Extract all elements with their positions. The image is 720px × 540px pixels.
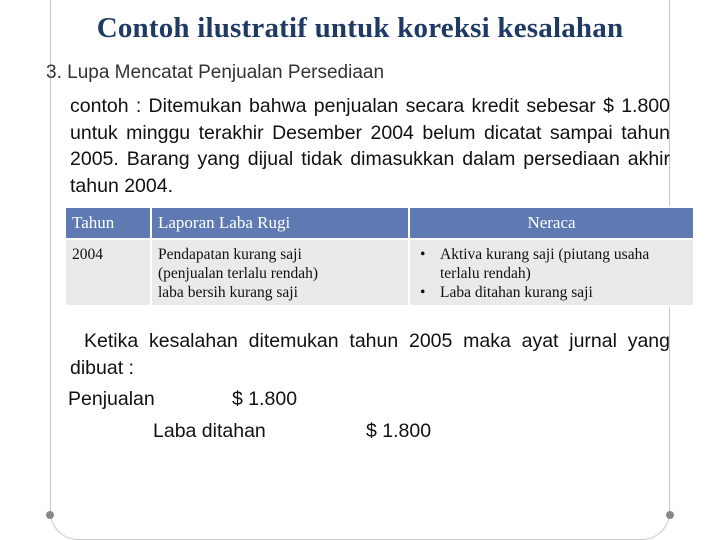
cell-year: 2004 — [65, 239, 151, 306]
balance-list — [416, 245, 687, 302]
cell-balance-sheet — [409, 239, 694, 306]
journal-debit-account: Penjualan — [68, 388, 155, 410]
header-balance-sheet: Neraca — [409, 207, 694, 239]
journal-credit-account: Laba ditahan — [153, 420, 266, 442]
example-paragraph: contoh : Ditemukan bahwa penjualan secara kredit sebesar $ 1.800 untuk minggu terakhir Desember 2004 belum dicatat sampai tahun 2005. Barang yang dijual tidak dimasukkan dalam persediaan akhir tahun 2004. — [70, 95, 670, 197]
income-line: laba bersih kurang saji — [158, 284, 298, 301]
balance-item: • Laba ditahan kurang saji — [416, 283, 687, 302]
journal-debit-amount: $ 1.800 — [232, 388, 298, 410]
frame-dot-left — [46, 511, 54, 519]
cell-income-statement — [151, 239, 409, 306]
correction-paragraph: Ketika kesalahan ditemukan tahun 2005 maka ayat jurnal yang dibuat : — [70, 330, 670, 379]
income-line: (penjualan terlalu rendah) — [158, 265, 319, 282]
section-heading: 3. Lupa Mencatat Penjualan Persediaan — [46, 62, 385, 83]
table-row — [65, 239, 694, 306]
balance-item: • Aktiva kurang saji (piutang usaha terlalu rendah) — [416, 245, 687, 283]
frame-dot-right — [666, 511, 674, 519]
table-header-row — [65, 207, 694, 239]
journal-credit-amount: $ 1.800 — [366, 420, 432, 442]
header-income-statement: Laporan Laba Rugi — [151, 207, 409, 239]
header-year: Tahun — [65, 207, 151, 239]
income-line: Pendapatan kurang saji — [158, 246, 302, 263]
error-effect-table — [64, 206, 695, 307]
slide-title: Contoh ilustratif untuk koreksi kesalahan — [96, 12, 624, 44]
